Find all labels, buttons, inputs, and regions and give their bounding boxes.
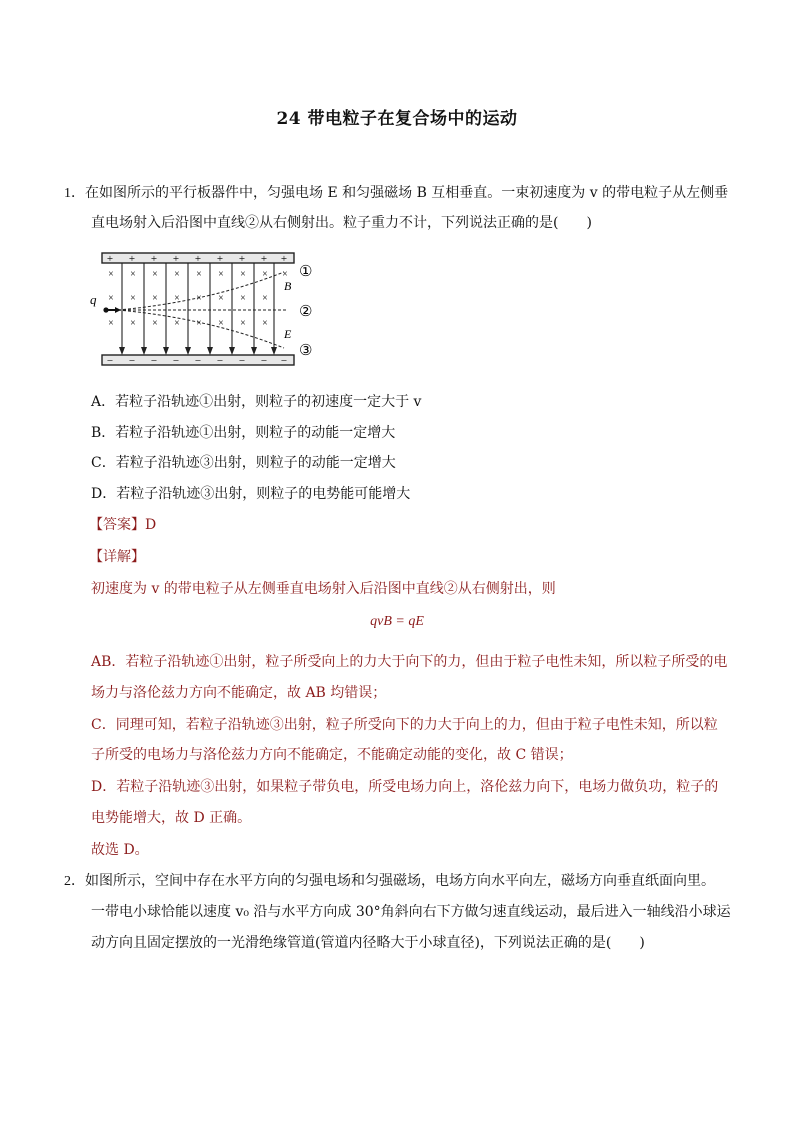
minus-signs [107, 355, 287, 367]
field-cross: × [196, 293, 202, 304]
minus-sign: − [280, 355, 288, 367]
field-cross: × [130, 293, 136, 304]
field-cross: × [196, 269, 202, 280]
velocity-arrowhead [115, 307, 121, 313]
field-arrowhead [207, 347, 213, 355]
option-c: C．若粒子沿轨迹③出射，则粒子的动能一定增大 [91, 455, 396, 471]
path-label-3: ③ [299, 343, 313, 359]
field-cross: × [130, 269, 136, 280]
plus-signs [107, 253, 287, 265]
plus-sign: + [128, 253, 136, 265]
explain-line-6: 电势能增大，故 D 正确。 [91, 810, 252, 826]
explain-line-4: 子所受的电场力与洛伦兹力方向不能确定，不能确定动能的变化，故 C 错误； [91, 747, 573, 763]
minus-sign: − [260, 355, 268, 367]
document-title: 24 带电粒子在复合场中的运动 [276, 109, 518, 129]
explain-line-5: D．若粒子沿轨迹③出射，如果粒子带负电，所受电场力向上，洛伦兹力向下，电场力做负功，粒子的 [91, 779, 719, 795]
detail-intro: 初速度为 v 的带电粒子从左侧垂直电场射入后沿图中直线②从右侧射出，则 [91, 581, 556, 597]
field-arrowhead [163, 347, 169, 355]
path-label-1: ① [299, 264, 313, 280]
field-cross: × [108, 318, 114, 329]
explain-line-3: C．同理可知，若粒子沿轨迹③出射，粒子所受向下的力大于向上的力，但由于粒子电性未知，所以粒 [91, 717, 718, 733]
plus-sign: + [172, 253, 180, 265]
question-2-line-1 [64, 872, 715, 891]
question-2-stem-1: 如图所示，空间中存在水平方向的匀强电场和匀强磁场，电场方向水平向左，磁场方向垂直纸面向里。 [85, 873, 715, 889]
field-cross: × [108, 269, 114, 280]
magnetic-field-crosses [108, 269, 288, 329]
path-label-2: ② [299, 304, 313, 320]
field-cross: × [130, 318, 136, 329]
field-arrowhead [271, 347, 277, 355]
explain-line-1: AB．若粒子沿轨迹①出射，粒子所受向上的力大于向下的力，但由于粒子电性未知，所以粒子所受的电 [91, 654, 728, 670]
field-cross: × [282, 269, 288, 280]
parallel-plate-figure [88, 250, 328, 372]
plus-sign: + [150, 253, 158, 265]
answer-tag: 【答案】 [89, 517, 145, 533]
field-arrowhead [251, 347, 257, 355]
minus-sign: − [150, 355, 158, 367]
question-2-number: 2． [64, 874, 85, 889]
answer-line [89, 516, 156, 534]
field-arrowhead [141, 347, 147, 355]
minus-sign: − [216, 355, 224, 367]
question-2-stem-2: 一带电小球恰能以速度 v₀ 沿与水平方向成 30°角斜向右下方做匀速直线运动，最后进入一轴线沿小球运 [91, 904, 731, 920]
field-cross: × [152, 293, 158, 304]
question-1-stem-2: 直电场射入后沿图中直线②从右侧射出。粒子重力不计，下列说法正确的是( ) [91, 215, 592, 231]
e-label: E [284, 327, 292, 341]
field-cross: × [218, 293, 224, 304]
minus-sign: − [106, 355, 114, 367]
explain-line-7: 故选 D。 [91, 842, 149, 858]
field-cross: × [262, 318, 268, 329]
plus-sign: + [260, 253, 268, 265]
plus-sign: + [238, 253, 246, 265]
field-cross: × [174, 318, 180, 329]
field-cross: × [152, 269, 158, 280]
explain-line-2: 场力与洛伦兹力方向不能确定，故 AB 均错误； [91, 685, 387, 701]
question-1-stem-1: 在如图所示的平行板器件中，匀强电场 E 和匀强磁场 B 互相垂直。一束初速度为 v 的带电粒子从左侧垂 [85, 185, 729, 201]
option-a: A．若粒子沿轨迹①出射，则粒子的初速度一定大于 v [91, 394, 422, 410]
field-cross: × [174, 293, 180, 304]
plus-sign: + [106, 253, 114, 265]
plus-sign: + [194, 253, 202, 265]
option-b: B．若粒子沿轨迹①出射，则粒子的动能一定增大 [91, 425, 396, 441]
field-cross: × [240, 318, 246, 329]
b-label: B [284, 279, 292, 293]
field-cross: × [196, 318, 202, 329]
field-cross: × [152, 318, 158, 329]
field-cross: × [218, 318, 224, 329]
plus-sign: + [280, 253, 288, 265]
field-arrowhead [119, 347, 125, 355]
field-cross: × [240, 293, 246, 304]
detail-tag: 【详解】 [89, 549, 145, 565]
minus-sign: − [128, 355, 136, 367]
question-1-number: 1． [64, 186, 85, 201]
charge-label: q [90, 292, 97, 307]
field-cross: × [240, 269, 246, 280]
minus-sign: − [194, 355, 202, 367]
field-cross: × [218, 269, 224, 280]
field-arrowhead [229, 347, 235, 355]
field-cross: × [108, 293, 114, 304]
plus-sign: + [216, 253, 224, 265]
field-cross: × [174, 269, 180, 280]
minus-sign: − [238, 355, 246, 367]
trajectory-3 [118, 310, 284, 348]
question-1-line-1 [64, 184, 728, 203]
answer-value: D [145, 517, 157, 533]
field-cross: × [262, 293, 268, 304]
field-cross: × [262, 269, 268, 280]
minus-sign: − [172, 355, 180, 367]
question-2-stem-3: 动方向且固定摆放的一光滑绝缘管道(管道内径略大于小球直径)，下列说法正确的是( ) [91, 935, 645, 951]
formula: qvB = qE [370, 614, 424, 629]
field-arrowhead [185, 347, 191, 355]
option-d: D．若粒子沿轨迹③出射，则粒子的电势能可能增大 [91, 486, 411, 502]
